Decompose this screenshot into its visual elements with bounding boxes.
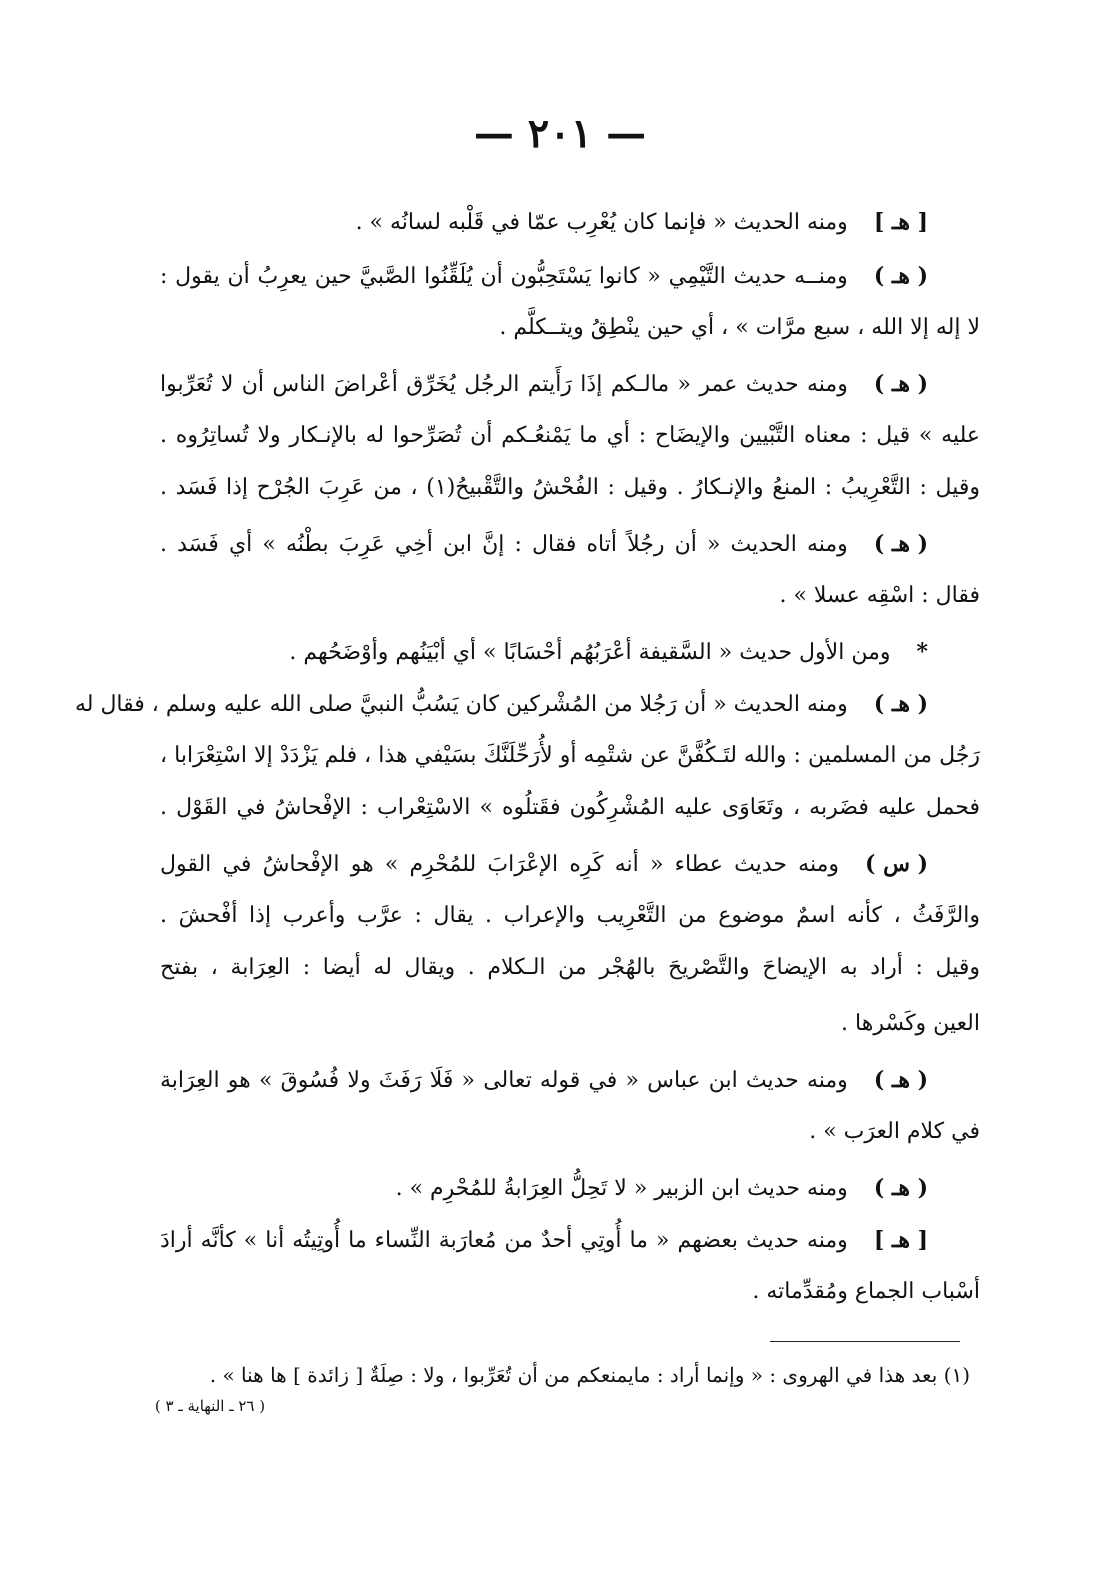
text-line <box>160 360 980 408</box>
footnote: (١) بعد هذا في الهروى : « وإنما أراد : مايمنعكم من أن تُعَرِّبوا ، ولا : صِلَةٌ [ زائدة ] ها هنا » . <box>209 1363 970 1387</box>
printer-signature: ( ٢٦ ـ النهاية ـ ٣ ) <box>154 1397 266 1415</box>
line-text: في كلام العرَب » . <box>809 1119 980 1144</box>
entry-marker: [ هـ ] <box>873 209 928 235</box>
text-line <box>160 412 980 460</box>
line-text: ومنه حديث عمر « مالـكم إذَا رَأَيتم الرجُل يُخَرِّق أعْراضَ الناس أن لا تُعَرِّبوا <box>160 372 848 397</box>
text-line <box>160 840 980 888</box>
entry-marker: ( هـ ) <box>873 1067 928 1093</box>
text-line <box>160 252 980 300</box>
line-text: ومنه حديث ابن عباس « في قوله تعالى « فَلَا رَفَثَ ولا فُسُوقَ » هو العِرَابة <box>160 1068 848 1093</box>
entry-marker: ( هـ ) <box>873 371 928 397</box>
entry-marker: * <box>916 639 928 665</box>
text-line <box>160 732 980 780</box>
line-text: وقيل : التَّعْرِيبُ : المنعُ والإنـكارُ . وقيل : الفُحْشُ والتَّقْبيحُ(١) ، من عَرِبَ الجُرْح إذا فَسَد . <box>160 475 980 500</box>
text-line <box>160 198 980 246</box>
line-text: لا إله إلا الله ، سبع مرَّات » ، أي حين ينْطِقُ ويتــكلَّم . <box>499 315 980 340</box>
line-text: العين وكَسْرها . <box>841 1011 980 1036</box>
page-number: — ٢٠١ — <box>473 110 647 157</box>
line-text: ومنه حديث بعضهم « ما أُوتِي أحدٌ من مُعارَبة النِّساء ما أُوتِيتُه أنا » كأنَّه أرادَ <box>160 1228 848 1253</box>
text-line <box>160 1108 980 1156</box>
text-line <box>160 1056 980 1104</box>
line-text: فقال : اسْقِه عسلا » . <box>779 583 980 608</box>
line-text: رَجُل من المسلمين : والله لتَـكُفَّنَّ عن شتْمِه أو لأُرَحِّلَنَّكَ بسَيْفي هذا ، فلم يَزْدَدْ إلا اسْتِعْرَابا ، <box>160 743 980 768</box>
entry-marker: ( هـ ) <box>873 531 928 557</box>
text-line <box>160 892 980 940</box>
text-line <box>160 628 980 676</box>
line-text: والرَّفَثُ ، كأنه اسمٌ موضوع من التَّعْرِيب والإعراب . يقال : عرَّب وأعرب إذا أفْحشَ . <box>160 903 980 928</box>
entry-marker: ( هـ ) <box>873 691 928 717</box>
line-text: أسْباب الجماع ومُقدِّماته . <box>752 1279 980 1304</box>
line-text: ومنه حديث عطاء « أنه كَرِه الإعْرَابَ للمُحْرِم » هو الإفْحاشُ في القول <box>160 852 839 877</box>
text-line <box>160 1268 980 1316</box>
line-text: ومن الأول حديث « السَّقيفة أعْرَبُهُم أحْسَابًا » أي أبْيَنُهم وأوْضَحُهم . <box>289 640 891 665</box>
footnote-separator <box>770 1341 960 1342</box>
entry-marker: ( هـ ) <box>873 1175 928 1201</box>
text-line <box>160 304 980 352</box>
text-line <box>160 944 980 992</box>
line-text: ومنــه حديث التَّيْمِي « كانوا يَسْتَحِبُّون أن يُلَقِّنُوا الصَّبيَّ حين يعرِبُ أن يقول : <box>160 264 848 289</box>
line-text: ومنه الحديث « فإنما كان يُعْرِب عمّا في قَلْبه لسانُه » . <box>355 210 848 235</box>
line-text: وقيل : أراد به الإيضاحَ والتَّصْريحَ بالهُجْر من الـكلام . ويقال له أيضا : العِرَابة ، بفتح <box>160 955 980 980</box>
line-text: ومنه الحديث « أن رَجُلا من المُشْركين كان يَسُبُّ النبيَّ صلى الله عليه وسلم ، فقال له <box>74 692 848 717</box>
text-line <box>160 1164 980 1212</box>
text-line <box>160 1216 980 1264</box>
entry-marker: [ هـ ] <box>873 1227 928 1253</box>
entry-marker: ( س ) <box>865 851 928 877</box>
line-text: ومنه الحديث « أن رجُلاً أتاه فقال : إنَّ ابن أخِي عَرِبَ بطْنُه » أي فَسَد . <box>160 532 848 557</box>
text-line <box>160 520 980 568</box>
line-text: ومنه حديث ابن الزبير « لا تَحِلُّ العِرَابةُ للمُحْرِم » . <box>395 1176 848 1201</box>
entry-marker: ( هـ ) <box>873 263 928 289</box>
line-text: فحمل عليه فضَربه ، وتَعَاوَى عليه المُشْرِكُون فقَتلُوه » الاسْتِعْراب : الإفْحاشُ في القَوْل . <box>160 795 980 820</box>
text-line <box>160 1000 980 1048</box>
text-line <box>160 572 980 620</box>
text-line <box>160 464 980 512</box>
text-line <box>74 680 980 728</box>
line-text: عليه » قيل : معناه التَّبْيين والإيضَاح : أي ما يَمْنعُـكم أن تُصَرِّحوا له بالإنـكار ولا تُساتِرُوه . <box>160 423 980 448</box>
text-line <box>160 784 980 832</box>
